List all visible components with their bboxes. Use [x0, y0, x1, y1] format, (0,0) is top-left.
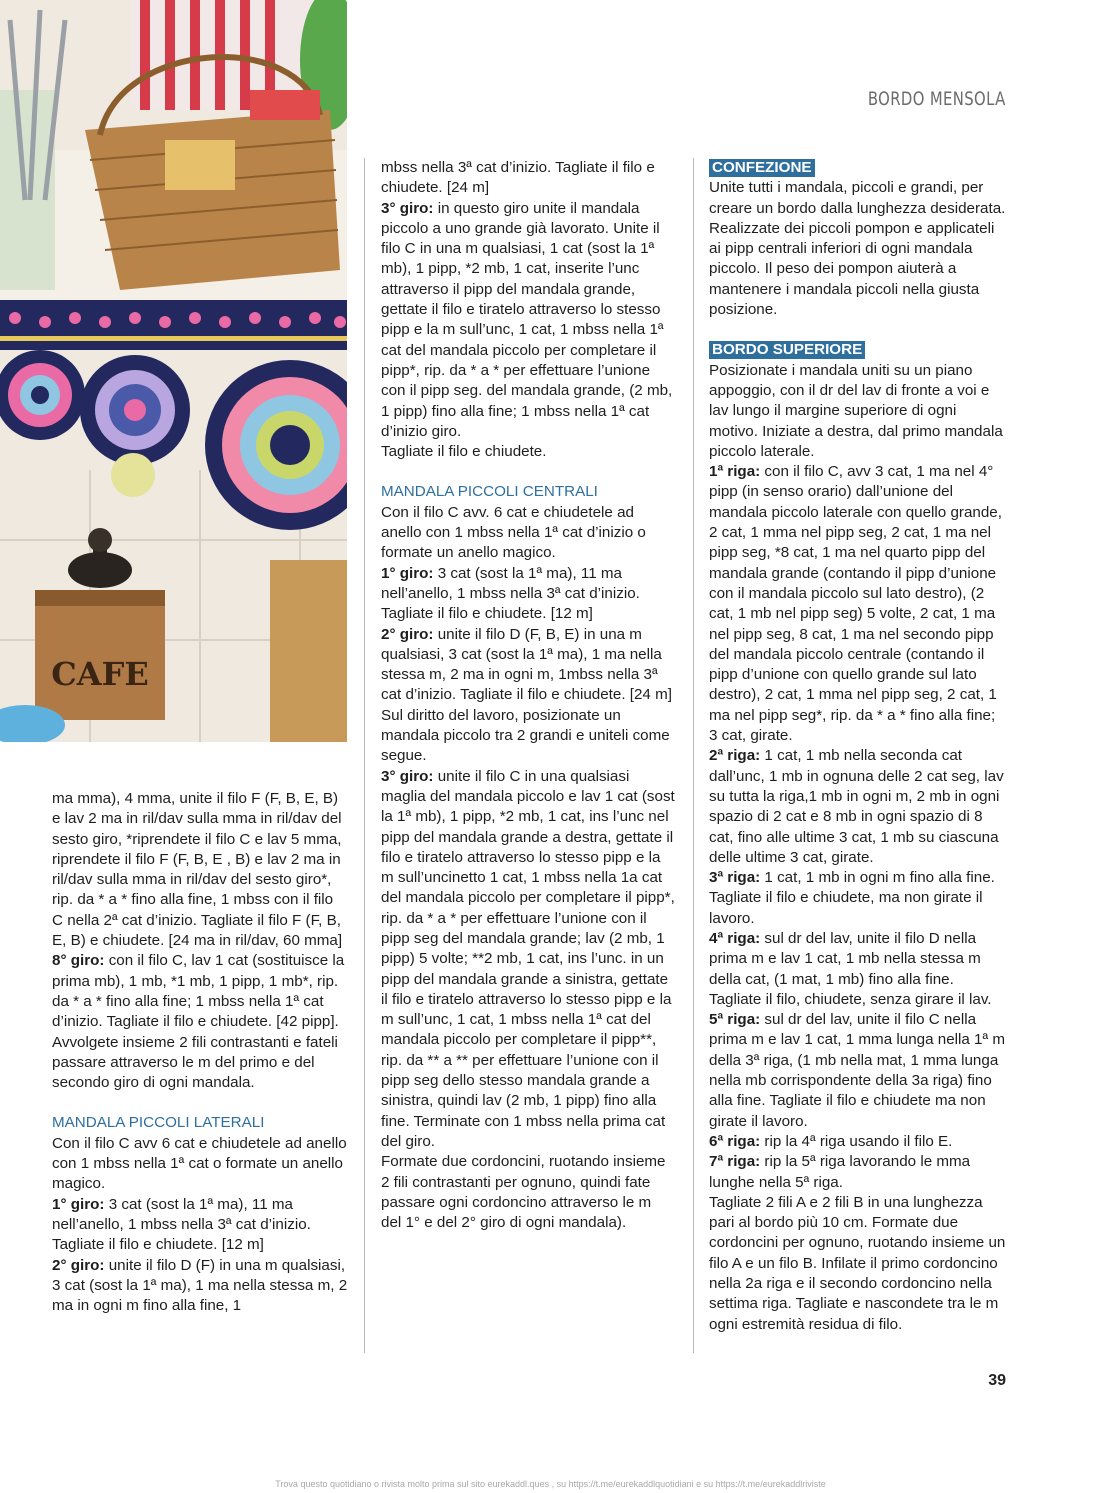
- column-divider: [364, 158, 365, 1353]
- row-text: 1 cat, 1 mb nella seconda cat dall’unc, 1 mb in ognuna delle 2 cat seg, lav su tutta la riga,1 mb in ogni m, 2 mb in ogni spazio di 2 cat e 8 mb in ogni spazio di 8 cat, fino alle ultime 3 cat, 1 mb su ciascuna delle ultime 3 cat, girate.: [709, 747, 1004, 866]
- row-text: con il filo C, avv 3 cat, 1 ma nel 4° pipp (in senso orario) dall’unione del mandala piccolo laterale con quello grande, 2 cat, 1 mma nel pipp seg, 2 cat, 1 ma nel pipp seg, *8 cat, 1 ma nel quarto pipp del mandala grande (contando il pipp d’unione con il mandala piccolo sul lato destro), (2 cat, 1 mb nel pipp seg) 5 volte, 2 cat, 1 ma nel pipp seg, 8 cat, 1 ma nel secondo pipp del mandala piccolo centrale (contando il pipp d’unione con quello grande sul lato destro), 2 cat, 1 mma nel pipp seg, 2 cat, 1 ma nel pipp seg*, rip. da * a * fino alla fine; 3 cat, girate.: [709, 463, 1002, 745]
- paragraph: Con il filo C avv. 6 cat e chiudetele ad anello con 1 mbss nella 1ª cat d’inizio o formate un anello magico.: [381, 503, 646, 562]
- paragraph: mbss nella 3ª cat d’inizio. Tagliate il filo e chiudete. [24 m]: [381, 159, 655, 197]
- footer-note: Trova questo quotidiano o rivista molto prima sul sito eurekaddl.ques , su https://t.me/eurekaddlquotidiani e su https://t.me/eurekaddlriviste: [275, 1479, 826, 1489]
- round-1: [381, 564, 675, 625]
- row-text: rip la 4ª riga usando il filo E.: [760, 1132, 953, 1150]
- section-heading: MANDALA PICCOLI CENTRALI: [381, 483, 598, 501]
- round-label: 3° giro:: [381, 767, 434, 785]
- round-label: 2° giro:: [52, 1256, 105, 1274]
- row-label: 3ª riga:: [709, 869, 761, 887]
- round-label: 2° giro:: [381, 625, 434, 643]
- section-heading-confezione: CONFEZIONE: [709, 159, 815, 177]
- section-heading-bordo-superiore: BORDO SUPERIORE: [709, 341, 865, 359]
- page-section-title: BORDO MENSOLA: [868, 88, 1006, 110]
- page-number: 39: [988, 1372, 1006, 1389]
- round-label: 1° giro:: [381, 564, 434, 582]
- paragraph: Formate due cordoncini, ruotando insieme 2 fili contrastanti per ognuno, quindi fate passare ogni cordoncino attraverso le m del 1° e del 2° giro di ogni mandala).: [381, 1153, 666, 1232]
- row-label: 7ª riga:: [709, 1153, 761, 1171]
- row-3: [709, 868, 1007, 929]
- row-2: [709, 746, 1007, 868]
- paragraph: ma mma), 4 mma, unite il filo F (F, B, E, B) e lav 2 ma in ril/dav sulla mma in ril/dav del sesto giro, *riprendete il filo C e lav 5 mma, riprendete il filo F (F, B, E , B) e lav 2 ma in ril/dav sulla mma in ril/dav del sesto giro*, rip. da * a * fino alla fine, 1 mbss con il filo C nella 2ª cat d’inizio. Tagliate il filo F (F, B, E, B) e chiudete. [24 ma in ril/dav, 60 mma]: [52, 790, 343, 950]
- row-text: 1 cat, 1 mb in ogni m fino alla fine. Tagliate il filo e chiudete, ma non girate il lavoro.: [709, 869, 995, 927]
- paragraph: Con il filo C avv 6 cat e chiudetele ad anello con 1 mbss nella 1ª cat o formate un anello magico.: [52, 1134, 347, 1193]
- round-3: [381, 199, 675, 443]
- row-4: [709, 929, 1007, 1010]
- row-5: [709, 1010, 1007, 1132]
- column-divider: [693, 158, 694, 1353]
- round-text: in questo giro unite il mandala piccolo a uno grande già lavorato. Unite il filo C in una m qualsiasi, 1 cat (sost la 1ª mb), 1 pipp, *2 mb, 1 cat, inserite l’unc attraverso il pipp del mandala grande, gettate il filo e tiratelo attraverso lo stesso pipp e la m sull’unc, 1 cat, 1 mbss nella 1ª cat del mandala piccolo per completare il pipp*, rip. da * a * per effettuare l’unione con il pipp seg. del mandala grande, (2 mb, 1 pipp) fino alla fine; 1 mbss nella 1ª cat d’inizio giro.: [381, 199, 673, 440]
- photo-illustration: [0, 0, 347, 742]
- row-label: 6ª riga:: [709, 1132, 761, 1150]
- section-heading: MANDALA PICCOLI LATERALI: [52, 1114, 265, 1132]
- row-label: 4ª riga:: [709, 929, 761, 947]
- round-text: 3 cat (sost la 1ª ma), 11 ma nell’anello, 1 mbss nella 3ª cat d’inizio. Tagliate il filo e chiudete. [12 m]: [52, 1195, 311, 1254]
- round-text: 3 cat (sost la 1ª ma), 11 ma nell’anello, 1 mbss nella 3ª cat d’inizio. Tagliate il filo e chiudete. [12 m]: [381, 564, 640, 623]
- row-text: sul dr del lav, unite il filo C nella prima m e lav 1 cat, 1 mma lunga nella 1ª m della 3ª riga, (1 mb nella mat, 1 mma lunga nella mb corrispondente della 3a riga) fino alla fine. Tagliate il filo e chiudete ma non girate il lavoro.: [709, 1011, 1005, 1130]
- round-3-join: [381, 767, 675, 1153]
- round-2: [52, 1256, 348, 1317]
- paragraph: Unite tutti i mandala, piccoli e grandi, per creare un bordo dalla lunghezza desiderata. Realizzate dei piccoli pompon e applicateli ai pipp centrali inferiori di ogni mandala piccolo. Il peso dei pompon aiuterà a mantenere i mandala piccoli nella giusta posizione.: [709, 179, 1006, 319]
- row-label: 1ª riga:: [709, 463, 761, 481]
- row-6: [709, 1132, 1007, 1152]
- row-text: sul dr del lav, unite il filo D nella prima m e lav 1 cat, 1 mb nella stessa m della cat, (1 mat, 1 mb) fino alla fine. Tagliate il filo, chiudete, senza girare il lav.: [709, 929, 992, 1008]
- column-2: [381, 158, 675, 1233]
- column-3: [709, 158, 1007, 1335]
- paragraph: Posizionate i mandala uniti su un piano appoggio, con il dr del lav di fronte a voi e lav lungo il margine superiore di ogni motivo. Iniziate a destra, dal primo mandala piccolo laterale.: [709, 361, 1003, 460]
- round-text: unite il filo D (F) in una m qualsiasi, 3 cat (sost la 1ª ma), 1 ma nella stessa m, 2 ma in ogni m fino alla fine, 1: [52, 1256, 348, 1315]
- paragraph: Sul diritto del lavoro, posizionate un mandala piccolo tra 2 grandi e uniteli come segue.: [381, 706, 670, 765]
- row-1: [709, 462, 1007, 746]
- row-label: 2ª riga:: [709, 747, 761, 765]
- round-label: 8° giro:: [52, 952, 105, 970]
- row-text: rip la 5ª riga lavorando le mma lunghe nella 5ª riga.: [709, 1153, 971, 1191]
- round-1: [52, 1195, 348, 1256]
- row-label: 5ª riga:: [709, 1011, 761, 1029]
- round-text: unite il filo C in una qualsiasi maglia del mandala piccolo e lav 1 cat (sost la 1ª mb), 1 pipp, *2 mb, 1 cat, ins l’unc nel pipp del mandala grande a destra, gettate il filo e tiratelo attraverso lo stesso pipp e la m sull’uncinetto 1 cat, 1 mbss nella 1a cat del mandala piccolo per completare il pipp*, rip. da * a * per effettuare l’unione con il pipp seg del mandala grande; lav (2 mb, 1 pipp) 5 volte; **2 mb, 1 cat, ins l’unc. in un pipp del mandala grande a sinistra, gettate il filo e tiratelo attraverso lo stesso pipp e la m sull’unc, 1 cat, 1 mbss nella 1ª cat del mandala piccolo per completare il pipp**, rip. da ** a ** per effettuare l’unione con il pipp seg dello stesso mandala grande a sinistra, quindi lav (2 mb, 1 pipp) fino alla fine. Terminate con 1 mbss nella prima cat del giro.: [381, 767, 675, 1150]
- round-text: unite il filo D (F, B, E) in una m qualsiasi, 3 cat (sost la 1ª ma), 1 ma nella stessa m, 2 ma in ogni m, 1mbss nella 3ª cat d’inizio. Tagliate il filo e chiudete. [24 m]: [381, 625, 672, 704]
- round-8: [52, 951, 348, 1032]
- paragraph: Tagliate il filo e chiudete.: [381, 443, 547, 461]
- round-2: [381, 625, 675, 706]
- round-label: 1° giro:: [52, 1195, 105, 1213]
- paragraph: Tagliate 2 fili A e 2 fili B in una lunghezza pari al bordo più 10 cm. Formate due cordoncini per ognuno, ruotando insieme un filo A e un filo B. Infilate il primo cordoncino nella 2a riga e il secondo cordoncino nella settima riga. Tagliate e nascondete tra le m ogni estremità residua di filo.: [709, 1193, 1006, 1333]
- paragraph: Avvolgete insieme 2 fili contrastanti e fateli passare attraverso le m del primo e del secondo giro di ogni mandala.: [52, 1033, 338, 1092]
- row-7: [709, 1152, 1007, 1193]
- column-1: [52, 789, 348, 1316]
- round-text: con il filo C, lav 1 cat (sostituisce la prima mb), 1 mb, *1 mb, 1 pipp, 1 mb*, rip. da * a * fino alla fine; 1 mbss nella 1ª cat d’inizio. Tagliate il filo e chiudete. [42 pipp].: [52, 952, 345, 1031]
- cafe-sign-text: CAFE: [51, 655, 149, 693]
- round-label: 3° giro:: [381, 199, 434, 217]
- crochet-shelf-photo: [0, 0, 347, 742]
